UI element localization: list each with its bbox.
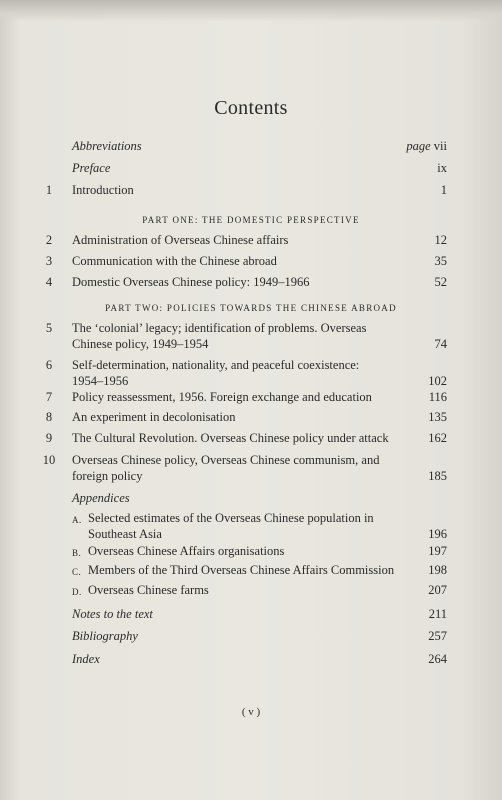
chapter-number: 9 [45, 431, 53, 445]
entry-label: Introduction [72, 183, 134, 197]
entry-page: 52 [434, 275, 447, 289]
appendix-letter: D. [72, 587, 82, 597]
appendix-letter: B. [72, 548, 82, 558]
entry-label: Abbreviations [72, 139, 142, 153]
entry-page: 35 [434, 254, 447, 268]
entry-label: Bibliography [72, 629, 138, 643]
chapter-number: 10 [42, 453, 56, 467]
chapter-number: 6 [45, 358, 53, 372]
chapter-number: 2 [45, 233, 53, 247]
chapter-number: 4 [45, 275, 53, 289]
entry-page: 198 [428, 563, 447, 577]
entry-label: Notes to the text [72, 607, 153, 621]
page-prefix: page [406, 139, 431, 153]
chapter-number: 7 [45, 390, 53, 404]
entry-label: Policy reassessment, 1956. Foreign exchange and education [72, 390, 372, 404]
entry-page: 102 [428, 374, 447, 388]
entry-label: Selected estimates of the Overseas Chinese population in Southeast Asia [88, 511, 374, 541]
entry-label: An experiment in decolonisation [72, 410, 236, 424]
entry-page: 116 [428, 390, 447, 404]
part-one-heading: PART ONE: THE DOMESTIC PERSPECTIVE [142, 215, 360, 225]
entry-page: 196 [428, 527, 447, 541]
entry-page: ix [437, 161, 447, 175]
chapter-number: 3 [45, 254, 53, 268]
chapter-number: 1 [45, 183, 53, 197]
entry-label: The ‘colonial’ legacy; identification of problems. Overseas Chinese policy, 1949–1954 [72, 321, 367, 351]
entry-label: Overseas Chinese Affairs organisations [88, 544, 285, 558]
entry-page: 257 [428, 629, 447, 643]
entry-page: 162 [428, 431, 447, 445]
book-page: Contents Abbreviations page vii Preface ix 1 Introduction 1 PART ONE: THE DOMESTIC PERSPECTIVE 2 Administration of Overseas Chinese affairs 12 3 Communication with the Chinese abroad 35 4 Domestic Overseas Chinese policy: 1949–1966 52 PART TWO: POLICIES TOWARDS THE CHINESE ABROAD 5 The ‘colonial’ legacy; identification of problems. Overseas Chinese policy, 1949–1954 74 6 Self-determination, nationality, and peaceful coexistence: 1954–1956 102 7 Policy reassessment, 1956. Foreign exchange and education 116 8 An experiment in decolonisation 135 9 The Cultural Revolution. Overseas Chinese policy under attack 162 10 Overseas Chinese policy, Overseas Chinese communism, and foreign policy 185 Appendices A. Selected estimates of the Overseas Chinese population in Southeast Asia 196 B. Overseas Chinese Affairs organisations 197 C. Members of the Third Overseas Chinese Affairs Commission 198 D. Overseas Chinese farms 207 Notes to the text 211 Bibliography 257 Index 264 ( v ) [0, 0, 502, 800]
entry-page: 197 [428, 544, 447, 558]
entry-page: vii [433, 139, 447, 153]
page-top-edge [0, 0, 502, 22]
entry-label: The Cultural Revolution. Overseas Chinese policy under attack [72, 431, 389, 445]
entry-page: 135 [428, 410, 447, 424]
entry-page: 207 [428, 583, 447, 597]
entry-label: Communication with the Chinese abroad [72, 254, 277, 268]
entry-page: 12 [434, 233, 447, 247]
page-number-footer: ( v ) [241, 706, 261, 718]
entry-label: Self-determination, nationality, and peaceful coexistence: 1954–1956 [72, 358, 360, 388]
part-two-heading: PART TWO: POLICIES TOWARDS THE CHINESE ABROAD [105, 303, 397, 313]
appendix-letter: C. [72, 567, 82, 577]
page-title: Contents [214, 97, 288, 119]
chapter-number: 5 [45, 321, 53, 335]
entry-page: 211 [428, 607, 447, 621]
entry-label: Preface [72, 161, 111, 175]
chapter-number: 8 [45, 410, 53, 424]
entry-page: 74 [434, 337, 447, 351]
entry-label: Overseas Chinese policy, Overseas Chinese communism, and foreign policy [72, 453, 380, 483]
entry-label: Administration of Overseas Chinese affairs [72, 233, 289, 247]
appendix-letter: A. [72, 515, 82, 525]
entry-label: Overseas Chinese farms [88, 583, 209, 597]
entry-page: 185 [428, 469, 447, 483]
entry-label: Domestic Overseas Chinese policy: 1949–1966 [72, 275, 310, 289]
entry-label: Members of the Third Overseas Chinese Affairs Commission [88, 563, 395, 577]
entry-page: 1 [440, 183, 447, 197]
entry-page: 264 [428, 652, 447, 666]
entry-label: Index [72, 652, 100, 666]
